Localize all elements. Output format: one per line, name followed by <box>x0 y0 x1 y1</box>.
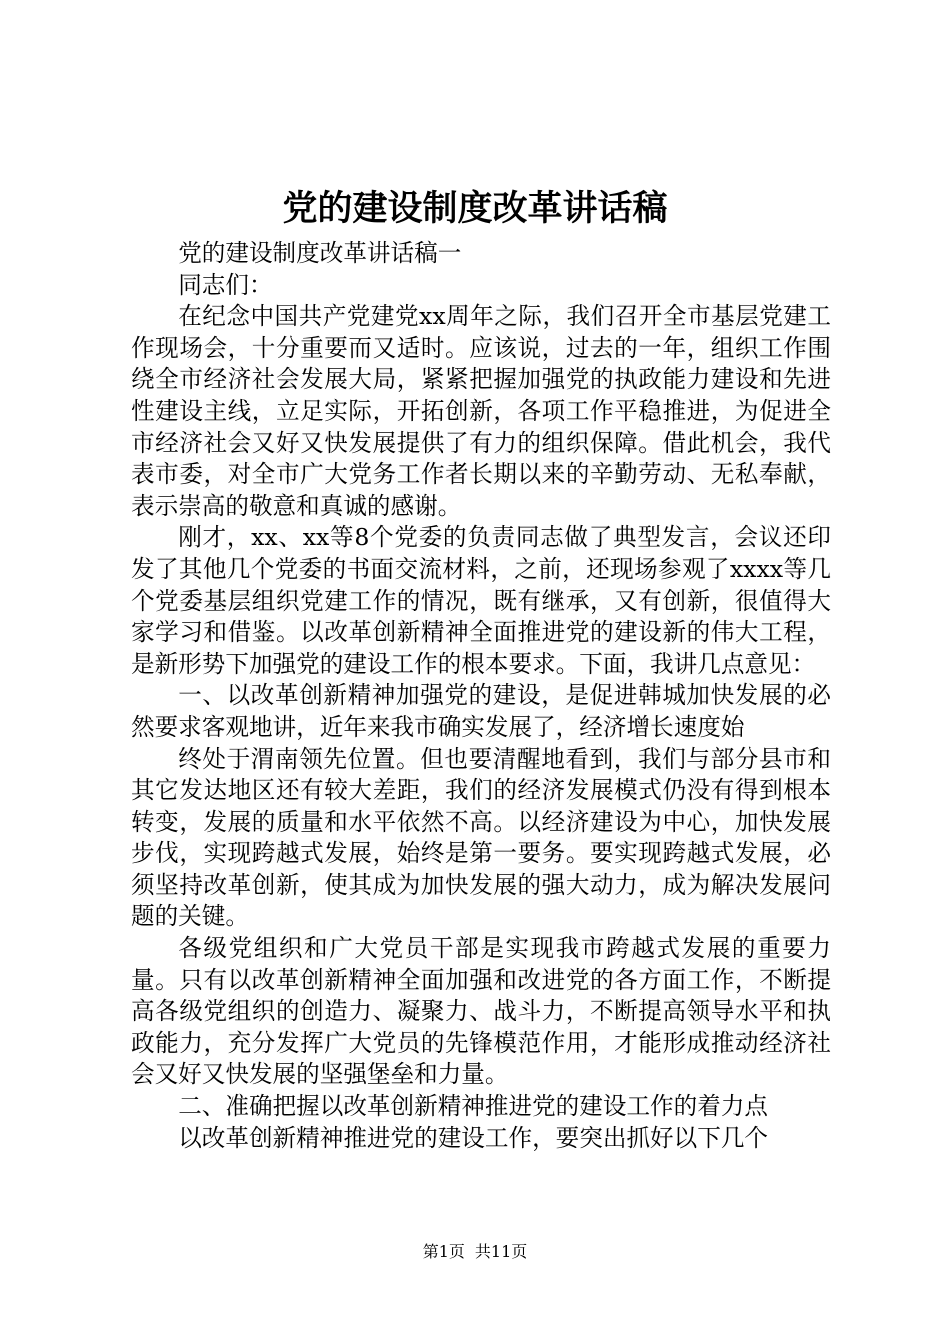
body-paragraph: 各级党组织和广大党员干部是实现我市跨越式发展的重要力量。只有以改革创新精神全面加强和改进党的各方面工作，不断提高各级党组织的创造力、凝聚力、战斗力，不断提高领导水平和执政能力，充分发挥广大党员的先锋模范作用，才能形成推动经济社会又好又快发展的坚强堡垒和力量。 <box>131 934 831 1089</box>
body-paragraph: 以改革创新精神推进党的建设工作，要突出抓好以下几个 <box>178 1123 769 1152</box>
section-heading: 二、准确把握以改革创新精神推进党的建设工作的着力点 <box>178 1092 769 1121</box>
body-paragraph: 一、以改革创新精神加强党的建设，是促进韩城加快发展的必然要求客观地讲，近年来我市确实发展了，经济增长速度始 <box>131 681 831 741</box>
body-paragraph: 在纪念中国共产党建党xx周年之际，我们召开全市基层党建工作现场会，十分重要而又适时。应该说，过去的一年，组织工作围绕全市经济社会发展大局，紧紧把握加强党的执政能力建设和先进性建设主线，立足实际，开拓创新，各项工作平稳推进，为促进全市经济社会又好又快发展提供了有力的组织保障。借此机会，我代表市委，对全市广大党务工作者长期以来的辛勤劳动、无私奉献，表示崇高的敬意和真诚的感谢。 <box>131 302 831 520</box>
page-footer <box>0 1241 950 1263</box>
section-heading: 党的建设制度改革讲话稿一 <box>178 239 462 267</box>
page-total: 共11页 <box>474 1242 528 1261</box>
salutation: 同志们： <box>178 270 273 299</box>
body-paragraph: 终处于渭南领先位置。但也要清醒地看到，我们与部分县市和其它发达地区还有较大差距，我们的经济发展模式仍没有得到根本转变，发展的质量和水平依然不高。以经济建设为中心，加快发展步伐，实现跨越式发展，始终是第一要务。要实现跨越式发展，必须坚持改革创新，使其成为加快发展的强大动力，成为解决发展问题的关键。 <box>131 744 831 931</box>
body-paragraph: 刚才，xx、xx等8个党委的负责同志做了典型发言，会议还印发了其他几个党委的书面交流材料，之前，还现场参观了xxxx等几个党委基层组织党建工作的情况，既有继承，又有创新，很值得大家学习和借鉴。以改革创新精神全面推进党的建设新的伟大工程，是新形势下加强党的建设工作的根本要求。下面，我讲几点意见： <box>131 523 831 678</box>
document-body <box>131 238 831 1154</box>
page-number: 第1页 <box>422 1242 465 1261</box>
document-title: 党的建设制度改革讲话稿 <box>282 188 668 229</box>
